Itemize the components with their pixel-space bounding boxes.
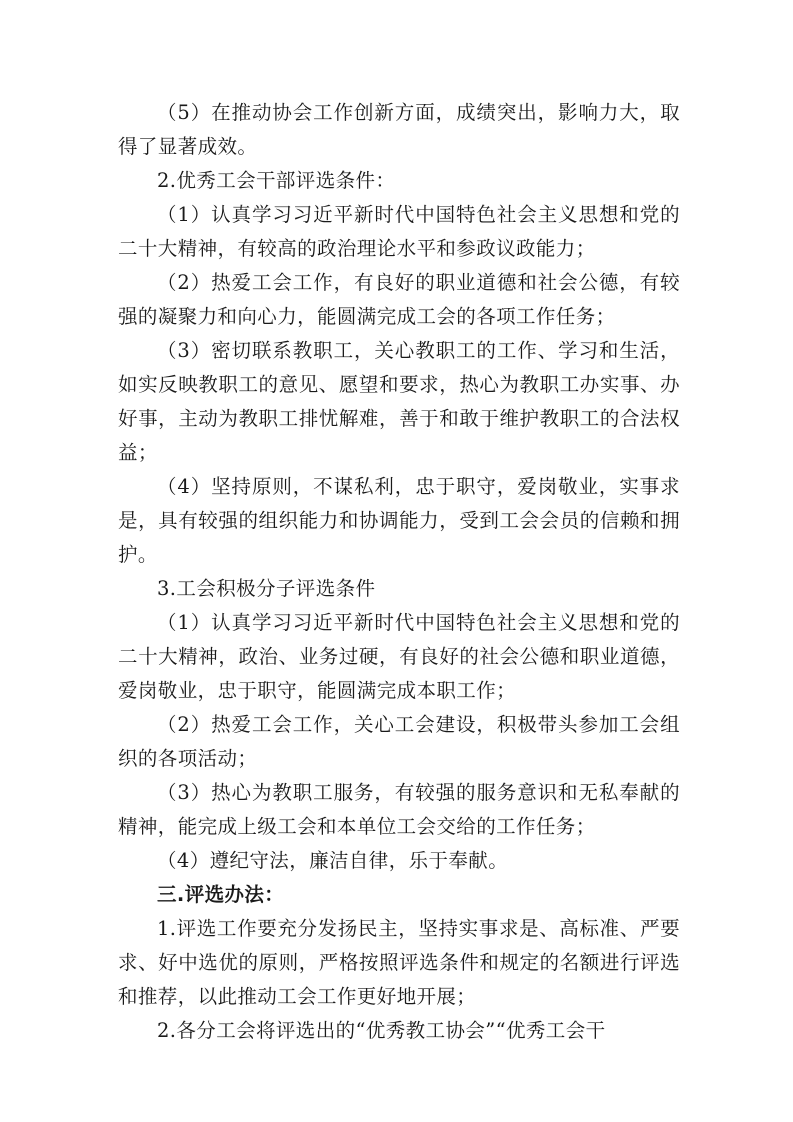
paragraph-method-2: 2.各分工会将评选出的“优秀教工协会”“优秀工会干: [157, 1019, 606, 1042]
section-heading-selection-method: 三.评选办法：: [157, 883, 285, 906]
paragraph-activist-criterion-2: （2）热爱工会工作，关心工会建设，积极带头参加工会组织的各项活动；: [118, 713, 680, 770]
paragraph-cadre-criterion-1: （1）认真学习习近平新时代中国特色社会主义思想和党的二十大精神，有较高的政治理论水平和参政议政能力；: [118, 203, 680, 260]
paragraph-cadre-criterion-4: （4）坚持原则，不谋私利，忠于职守，爱岗敬业，实事求是，具有较强的组织能力和协调能力，受到工会会员的信赖和拥护。: [118, 475, 680, 566]
paragraph-activist-criteria-title: 3.工会积极分子评选条件: [157, 577, 376, 600]
paragraph-innovation-criterion: （5）在推动协会工作创新方面，成绩突出，影响力大，取得了显著成效。: [118, 101, 680, 158]
paragraph-cadre-criteria-title: 2.优秀工会干部评选条件：: [157, 169, 396, 192]
document-body: [118, 96, 680, 1048]
paragraph-activist-criterion-4: （4）遵纪守法，廉洁自律，乐于奉献。: [157, 849, 509, 872]
paragraph-activist-criterion-3: （3）热心为教职工服务，有较强的服务意识和无私奉献的精神，能完成上级工会和本单位工会交给的工作任务；: [118, 781, 680, 838]
paragraph-method-1: 1.评选工作要充分发扬民主，坚持实事求是、高标准、严要求、好中选优的原则，严格按照评选条件和规定的名额进行评选和推荐，以此推动工会工作更好地开展；: [118, 917, 680, 1008]
paragraph-cadre-criterion-2: （2）热爱工会工作，有良好的职业道德和社会公德，有较强的凝聚力和向心力，能圆满完成工会的各项工作任务；: [118, 271, 680, 328]
paragraph-cadre-criterion-3: （3）密切联系教职工，关心教职工的工作、学习和生活，如实反映教职工的意见、愿望和要求，热心为教职工办实事、办好事，主动为教职工排忧解难，善于和敢于维护教职工的合法权益；: [118, 339, 680, 464]
paragraph-activist-criterion-1: （1）认真学习习近平新时代中国特色社会主义思想和党的二十大精神，政治、业务过硬，有良好的社会公德和职业道德，爱岗敬业，忠于职守，能圆满完成本职工作；: [118, 611, 680, 702]
